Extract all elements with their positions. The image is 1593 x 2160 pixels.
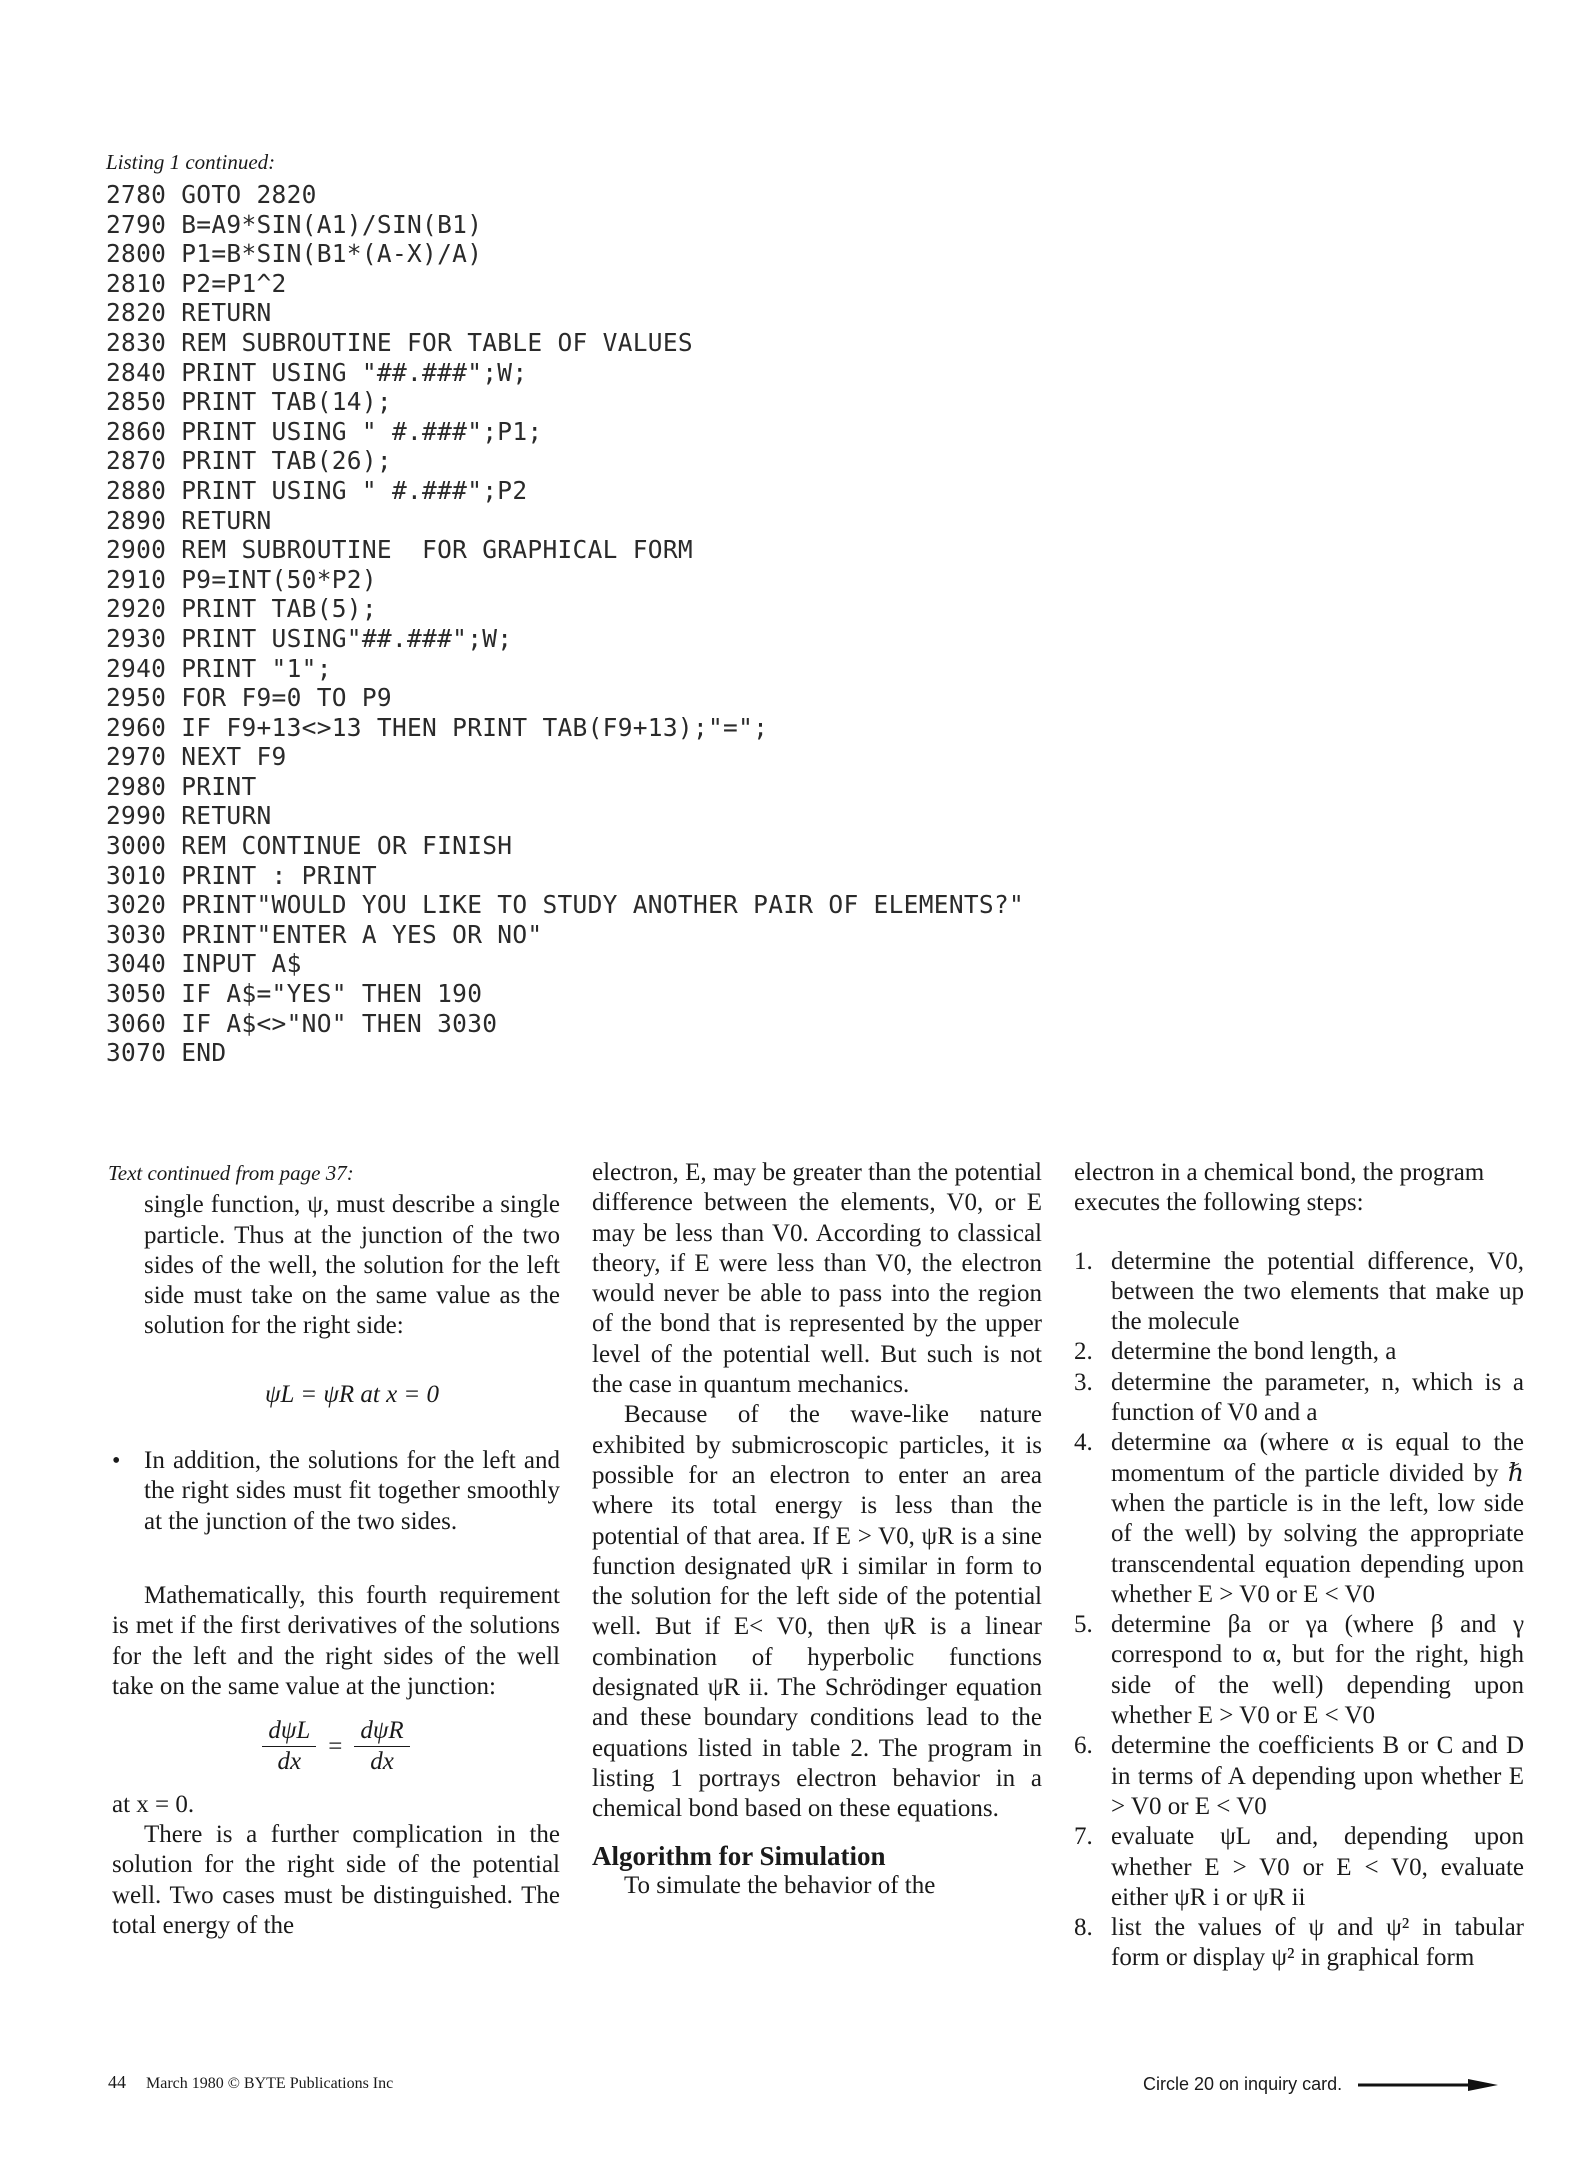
step-number: 6. bbox=[1074, 1732, 1093, 1760]
code-line: 2790 B=A9*SIN(A1)/SIN(B1) bbox=[106, 209, 483, 239]
code-line: 2900 REM SUBROUTINE FOR GRAPHICAL FORM bbox=[106, 535, 693, 565]
step-number: 2. bbox=[1074, 1338, 1093, 1366]
step-item bbox=[1074, 1337, 1524, 1367]
step-number: 3. bbox=[1074, 1368, 1093, 1396]
step-text: determine the bond length, a bbox=[1111, 1338, 1397, 1366]
code-line: 2830 REM SUBROUTINE FOR TABLE OF VALUES bbox=[106, 327, 693, 357]
code-line: 2890 RETURN bbox=[106, 505, 272, 535]
equation-1: ψL = ψR at x = 0 bbox=[264, 1380, 440, 1408]
issue-line: March 1980 © BYTE Publications Inc bbox=[146, 2075, 394, 2092]
continued-note: Text continued from page 37: bbox=[108, 1161, 354, 1185]
code-line: 2920 PRINT TAB(5); bbox=[106, 594, 377, 624]
fraction-right: $\frac{\text{dψR}}{dx}$ bbox=[354, 1716, 409, 1778]
step-text: evaluate ψL and, depending upon whether E > V0 or E < V0, evaluate either ψR i or ψR ii bbox=[1111, 1823, 1524, 1911]
paragraph: Because of the wave-like nature exhibited by submicroscopic particles, it is possible for an electron to enter an area where its total energy is less than the potential of that area. If E > V0, ψR is a sine function designated ψR i similar in form to the solution for the left side of the potential well. But if E< V0, then ψR is a linear combination of hyperbolic functions designated ψR ii. The Schrödinger equation and these boundary conditions lead to the equations listed in table 2. The program in listing 1 portrays electron behavior in a chemical bond based on these equations. bbox=[592, 1401, 1042, 1823]
paragraph: single function, ψ, must describe a single particle. Thus at the junction of the two sides of the well, the solution for the left side must take on the same value as the solution for the right side: bbox=[144, 1191, 560, 1340]
code-line: 3020 PRINT"WOULD YOU LIKE TO STUDY ANOTHER PAIR OF ELEMENTS?" bbox=[106, 890, 1025, 920]
steps-list bbox=[1074, 1247, 1524, 1974]
step-text: determine the parameter, n, which is a function of V0 and a bbox=[1111, 1368, 1524, 1427]
code-line: 3010 PRINT : PRINT bbox=[106, 860, 377, 890]
code-line: 2820 RETURN bbox=[106, 298, 272, 328]
code-line: 2810 P2=P1^2 bbox=[106, 268, 287, 298]
step-number: 5. bbox=[1074, 1611, 1093, 1639]
paragraph: at x = 0. bbox=[112, 1790, 195, 1818]
arrow-right-icon bbox=[1358, 2077, 1498, 2093]
equals-sign: = bbox=[328, 1732, 343, 1760]
step-item bbox=[1074, 1913, 1524, 1974]
code-line: 2780 GOTO 2820 bbox=[106, 180, 317, 209]
step-text: determine the coefficients B or C and D in terms of A depending upon whether E > V0 or E < V0 bbox=[1111, 1732, 1524, 1820]
code-line: 2990 RETURN bbox=[106, 801, 272, 831]
page-number: 44 bbox=[108, 2072, 126, 2092]
code-line: 3000 REM CONTINUE OR FINISH bbox=[106, 831, 513, 861]
code-line: 2850 PRINT TAB(14); bbox=[106, 387, 392, 417]
code-line: 2800 P1=B*SIN(B1*(A-X)/A) bbox=[106, 239, 483, 269]
step-text: list the values of ψ and ψ² in tabular form or display ψ² in graphical form bbox=[1111, 1914, 1524, 1972]
step-text: determine αa (where α is equal to the momentum of the particle divided by ℏ when the particle is in the left, low side of the well) by solving the appropriate transcendental equation depending upon whether E > V0 or E < V0 bbox=[1111, 1429, 1524, 1608]
code-line: 2870 PRINT TAB(26); bbox=[106, 446, 392, 476]
bullet-text: In addition, the solutions for the left and the right sides must fit together smoothly at the junction of the two sides. bbox=[144, 1447, 560, 1535]
code-line: 2960 IF F9+13<>13 THEN PRINT TAB(F9+13);"="; bbox=[106, 712, 769, 742]
step-item bbox=[1074, 1610, 1524, 1731]
code-line: 2940 PRINT "1"; bbox=[106, 653, 332, 683]
fraction-left: $\frac{\text{dψL}}{dx}$ bbox=[262, 1716, 316, 1778]
paragraph: electron, E, may be greater than the potential difference between the elements, V0, or E may be less than V0. According to classical theory, if E were less than V0, the electron would never be able to pass into the region of the bond that is represented by the upper level of the potential well. But such is not the case in quantum mechanics. bbox=[592, 1159, 1042, 1399]
code-line: 2970 NEXT F9 bbox=[106, 742, 287, 772]
column-3 bbox=[1074, 1158, 1524, 1974]
code-line: 2910 P9=INT(50*P2) bbox=[106, 564, 377, 594]
step-text: determine βa or γa (where β and γ correspond to α, but for the right, high side of the well) depending upon whether E > V0 or E < V0 bbox=[1111, 1611, 1524, 1730]
bullet-icon: • bbox=[112, 1448, 121, 1475]
equation-2 bbox=[112, 1716, 560, 1778]
paragraph: electron in a chemical bond, the program executes the following steps: bbox=[1074, 1159, 1485, 1217]
inquiry-note bbox=[1143, 2074, 1498, 2095]
column-1 bbox=[108, 1158, 560, 1941]
code-line: 3040 INPUT A$ bbox=[106, 949, 302, 979]
code-line: 2950 FOR F9=0 TO P9 bbox=[106, 683, 392, 713]
paragraph: Mathematically, this fourth requirement is met if the first derivatives of the solutions for the left and the right sides of the well take on the same value at the junction: bbox=[112, 1581, 560, 1700]
step-number: 7. bbox=[1074, 1823, 1093, 1851]
step-item bbox=[1074, 1428, 1524, 1610]
paragraph: There is a further complication in the solution for the right side of the potential well. Two cases must be distinguished. The total energy of the bbox=[112, 1821, 560, 1939]
listing-caption: Listing 1 continued: bbox=[106, 150, 276, 174]
inquiry-text: Circle 20 on inquiry card. bbox=[1143, 2074, 1343, 2094]
code-line: 3030 PRINT"ENTER A YES OR NO" bbox=[106, 919, 543, 949]
code-line: 3050 IF A$="YES" THEN 190 bbox=[106, 979, 483, 1009]
code-line: 3070 END bbox=[106, 1038, 227, 1068]
code-line: 2860 PRINT USING " #.###";P1; bbox=[106, 416, 543, 446]
step-item bbox=[1074, 1731, 1524, 1822]
code-line: 2980 PRINT bbox=[106, 771, 257, 801]
step-number: 8. bbox=[1074, 1914, 1093, 1942]
paragraph: To simulate the behavior of the bbox=[624, 1871, 936, 1899]
step-item bbox=[1074, 1368, 1524, 1429]
section-heading: Algorithm for Simulation bbox=[592, 1840, 886, 1871]
column-2 bbox=[592, 1158, 1042, 1901]
code-line: 3060 IF A$<>"NO" THEN 3030 bbox=[106, 1008, 498, 1038]
step-number: 4. bbox=[1074, 1429, 1093, 1457]
code-line: 2880 PRINT USING " #.###";P2 bbox=[106, 475, 528, 505]
step-item bbox=[1074, 1247, 1524, 1338]
bullet-item bbox=[112, 1446, 560, 1537]
step-number: 1. bbox=[1074, 1247, 1093, 1275]
step-text: determine the potential difference, V0, between the two elements that make up the molecule bbox=[1111, 1247, 1524, 1336]
code-listing bbox=[106, 180, 1506, 1068]
code-line: 2930 PRINT USING"##.###";W; bbox=[106, 623, 513, 653]
step-item bbox=[1074, 1822, 1524, 1913]
page-footer bbox=[108, 2072, 393, 2093]
code-line: 2840 PRINT USING "##.###";W; bbox=[106, 357, 528, 387]
